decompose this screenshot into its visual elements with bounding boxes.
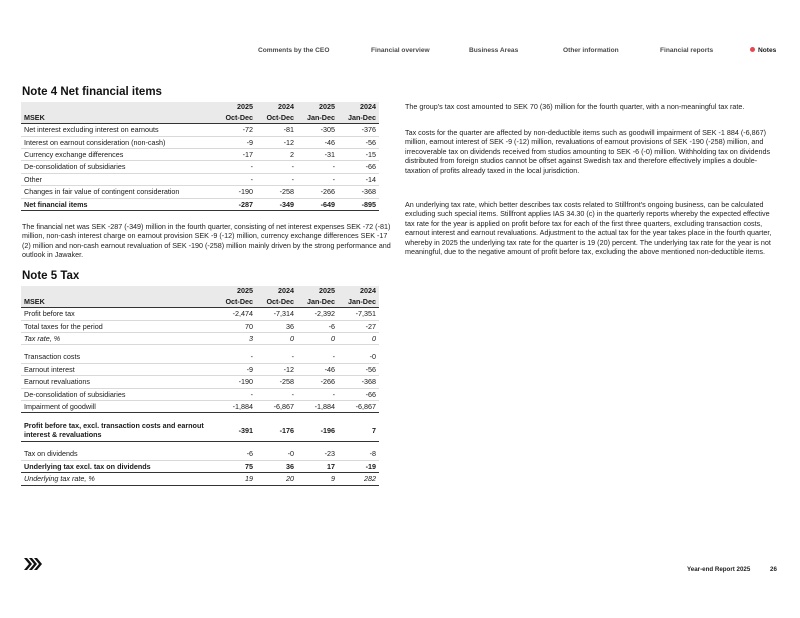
header-period: Jan-Dec	[338, 113, 379, 124]
stillfront-chevrons-icon	[24, 558, 42, 570]
nav-notes[interactable]	[750, 47, 776, 54]
table-row: Earnout interest -9 -12 -46 -56	[21, 363, 379, 375]
table-row: Profit before tax -2,474 -7,314 -2,392 -7,351	[21, 308, 379, 320]
nav-business-areas[interactable]: Business Areas	[469, 47, 519, 54]
nav-other-information[interactable]: Other information	[563, 47, 619, 54]
nav-comments-by-ceo[interactable]: Comments by the CEO	[258, 47, 330, 54]
tax-paragraph-1: The group's tax cost amounted to SEK 70 (36) million for the fourth quarter, with a non-meaningful tax rate.	[405, 102, 745, 111]
table-row: Transaction costs - - - -0	[21, 351, 379, 363]
top-navigation	[0, 47, 800, 59]
footer-page-number: 26	[770, 566, 777, 573]
header-year: 2024	[338, 286, 379, 297]
active-dot-icon	[750, 47, 755, 52]
table-row: Tax on dividends -6 -0 -23 -8	[21, 448, 379, 460]
header-year: 2024	[338, 102, 379, 113]
header-period: Oct-Dec	[215, 297, 256, 308]
table-row: Tax rate, % 3 0 0 0	[21, 333, 379, 345]
underlying-tax-row: Underlying tax excl. tax on dividends 75 36 17 -19	[21, 460, 379, 472]
table-row: Total taxes for the period 70 36 -6 -27	[21, 320, 379, 332]
header-period: Jan-Dec	[297, 113, 338, 124]
header-period: Oct-Dec	[215, 113, 256, 124]
subtotal-row: Profit before tax, excl. transaction costs and earnout interest & revaluations -391 -176 -196 7	[21, 419, 379, 442]
tax-paragraph-3: An underlying tax rate, which better describes tax costs related to Stillfront's ongoing business, can be calculated excluding such special items. Stillfront applies IAS 34.30 (c) in the quarterly reports whereby the expected effective tax rate for the year is applied on profit before tax for each of the first three quarters, excluding transaction costs, earnout interest and earnout revaluations. Adjustment to the actual tax for the year takes place in the fourth quarter, whereby in 2025 the underlying tax rate for the quarter is 19 (20) percent. The underlying tax rate for the year is not meaningful, due to the negative amount of profit before tax, excluding the above mentioned non-deductible items.	[405, 200, 772, 257]
header-period: Oct-Dec	[256, 297, 297, 308]
note4-table	[21, 102, 379, 211]
header-period: Jan-Dec	[338, 297, 379, 308]
table-row: De-consolidation of subsidiaries - - - -66	[21, 388, 379, 400]
tax-paragraph-2: Tax costs for the quarter are affected by non-deductible items such as goodwill impairment of SEK -1 884 (-6,867) million, earnout interest of SEK -9 (-12) million, revaluations of earnout provisions of SEK -190 (-258) million, and irrecoverable tax on dividends received from studios amounting to SEK -6 (-0) million. Withholding tax on dividends distributed from foreign studios cannot be offset against Swedish tax and therefore effectively implies a double-taxation of profits already taxed in the local jurisdiction.	[405, 128, 771, 175]
nav-financial-reports[interactable]: Financial reports	[660, 47, 714, 54]
table-row: De-consolidation of subsidiaries - - - -66	[21, 161, 379, 173]
header-period: Oct-Dec	[256, 113, 297, 124]
note5-title: Note 5 Tax	[22, 270, 80, 282]
header-year: 2025	[297, 286, 338, 297]
table-row: Net interest excluding interest on earnouts -72 -81 -305 -376	[21, 124, 379, 136]
note4-text: The financial net was SEK -287 (-349) million in the fourth quarter, consisting of net interest expenses SEK -72 (-81) million, non-cash interest charge on earnout provision SEK -9 (-12) million, currency exchange differences SEK -17 (2) million and non-cash earnout revaluation of SEK -190 (-258) million mainly driven by the strong performance and outlook in Jawaker.	[22, 222, 391, 260]
total-row: Net financial items -287 -349 -649 -895	[21, 198, 379, 210]
table-row: Earnout revaluations -190 -258 -266 -368	[21, 376, 379, 388]
footer-report-name: Year-end Report 2025	[687, 566, 751, 573]
header-year: 2025	[297, 102, 338, 113]
table-row: Interest on earnout consideration (non-cash) -9 -12 -46 -56	[21, 136, 379, 148]
table-row: Other - - - -14	[21, 173, 379, 185]
header-year: 2024	[256, 102, 297, 113]
table-row: Currency exchange differences -17 2 -31 -15	[21, 149, 379, 161]
note5-table	[21, 286, 379, 486]
header-year: 2025	[215, 286, 256, 297]
header-year: 2024	[256, 286, 297, 297]
table-row: Changes in fair value of contingent consideration -190 -258 -266 -368	[21, 186, 379, 198]
table-row: Impairment of goodwill -1,884 -6,867 -1,884 -6,867	[21, 401, 379, 413]
header-year: 2025	[215, 102, 256, 113]
underlying-rate-row: Underlying tax rate, % 19 20 9 282	[21, 473, 379, 485]
header-period: Jan-Dec	[297, 297, 338, 308]
nav-financial-overview[interactable]: Financial overview	[371, 47, 430, 54]
nav-notes-label: Notes	[758, 47, 777, 54]
note4-title: Note 4 Net financial items	[22, 86, 162, 98]
header-msek: MSEK	[21, 297, 215, 308]
header-msek: MSEK	[21, 113, 215, 124]
